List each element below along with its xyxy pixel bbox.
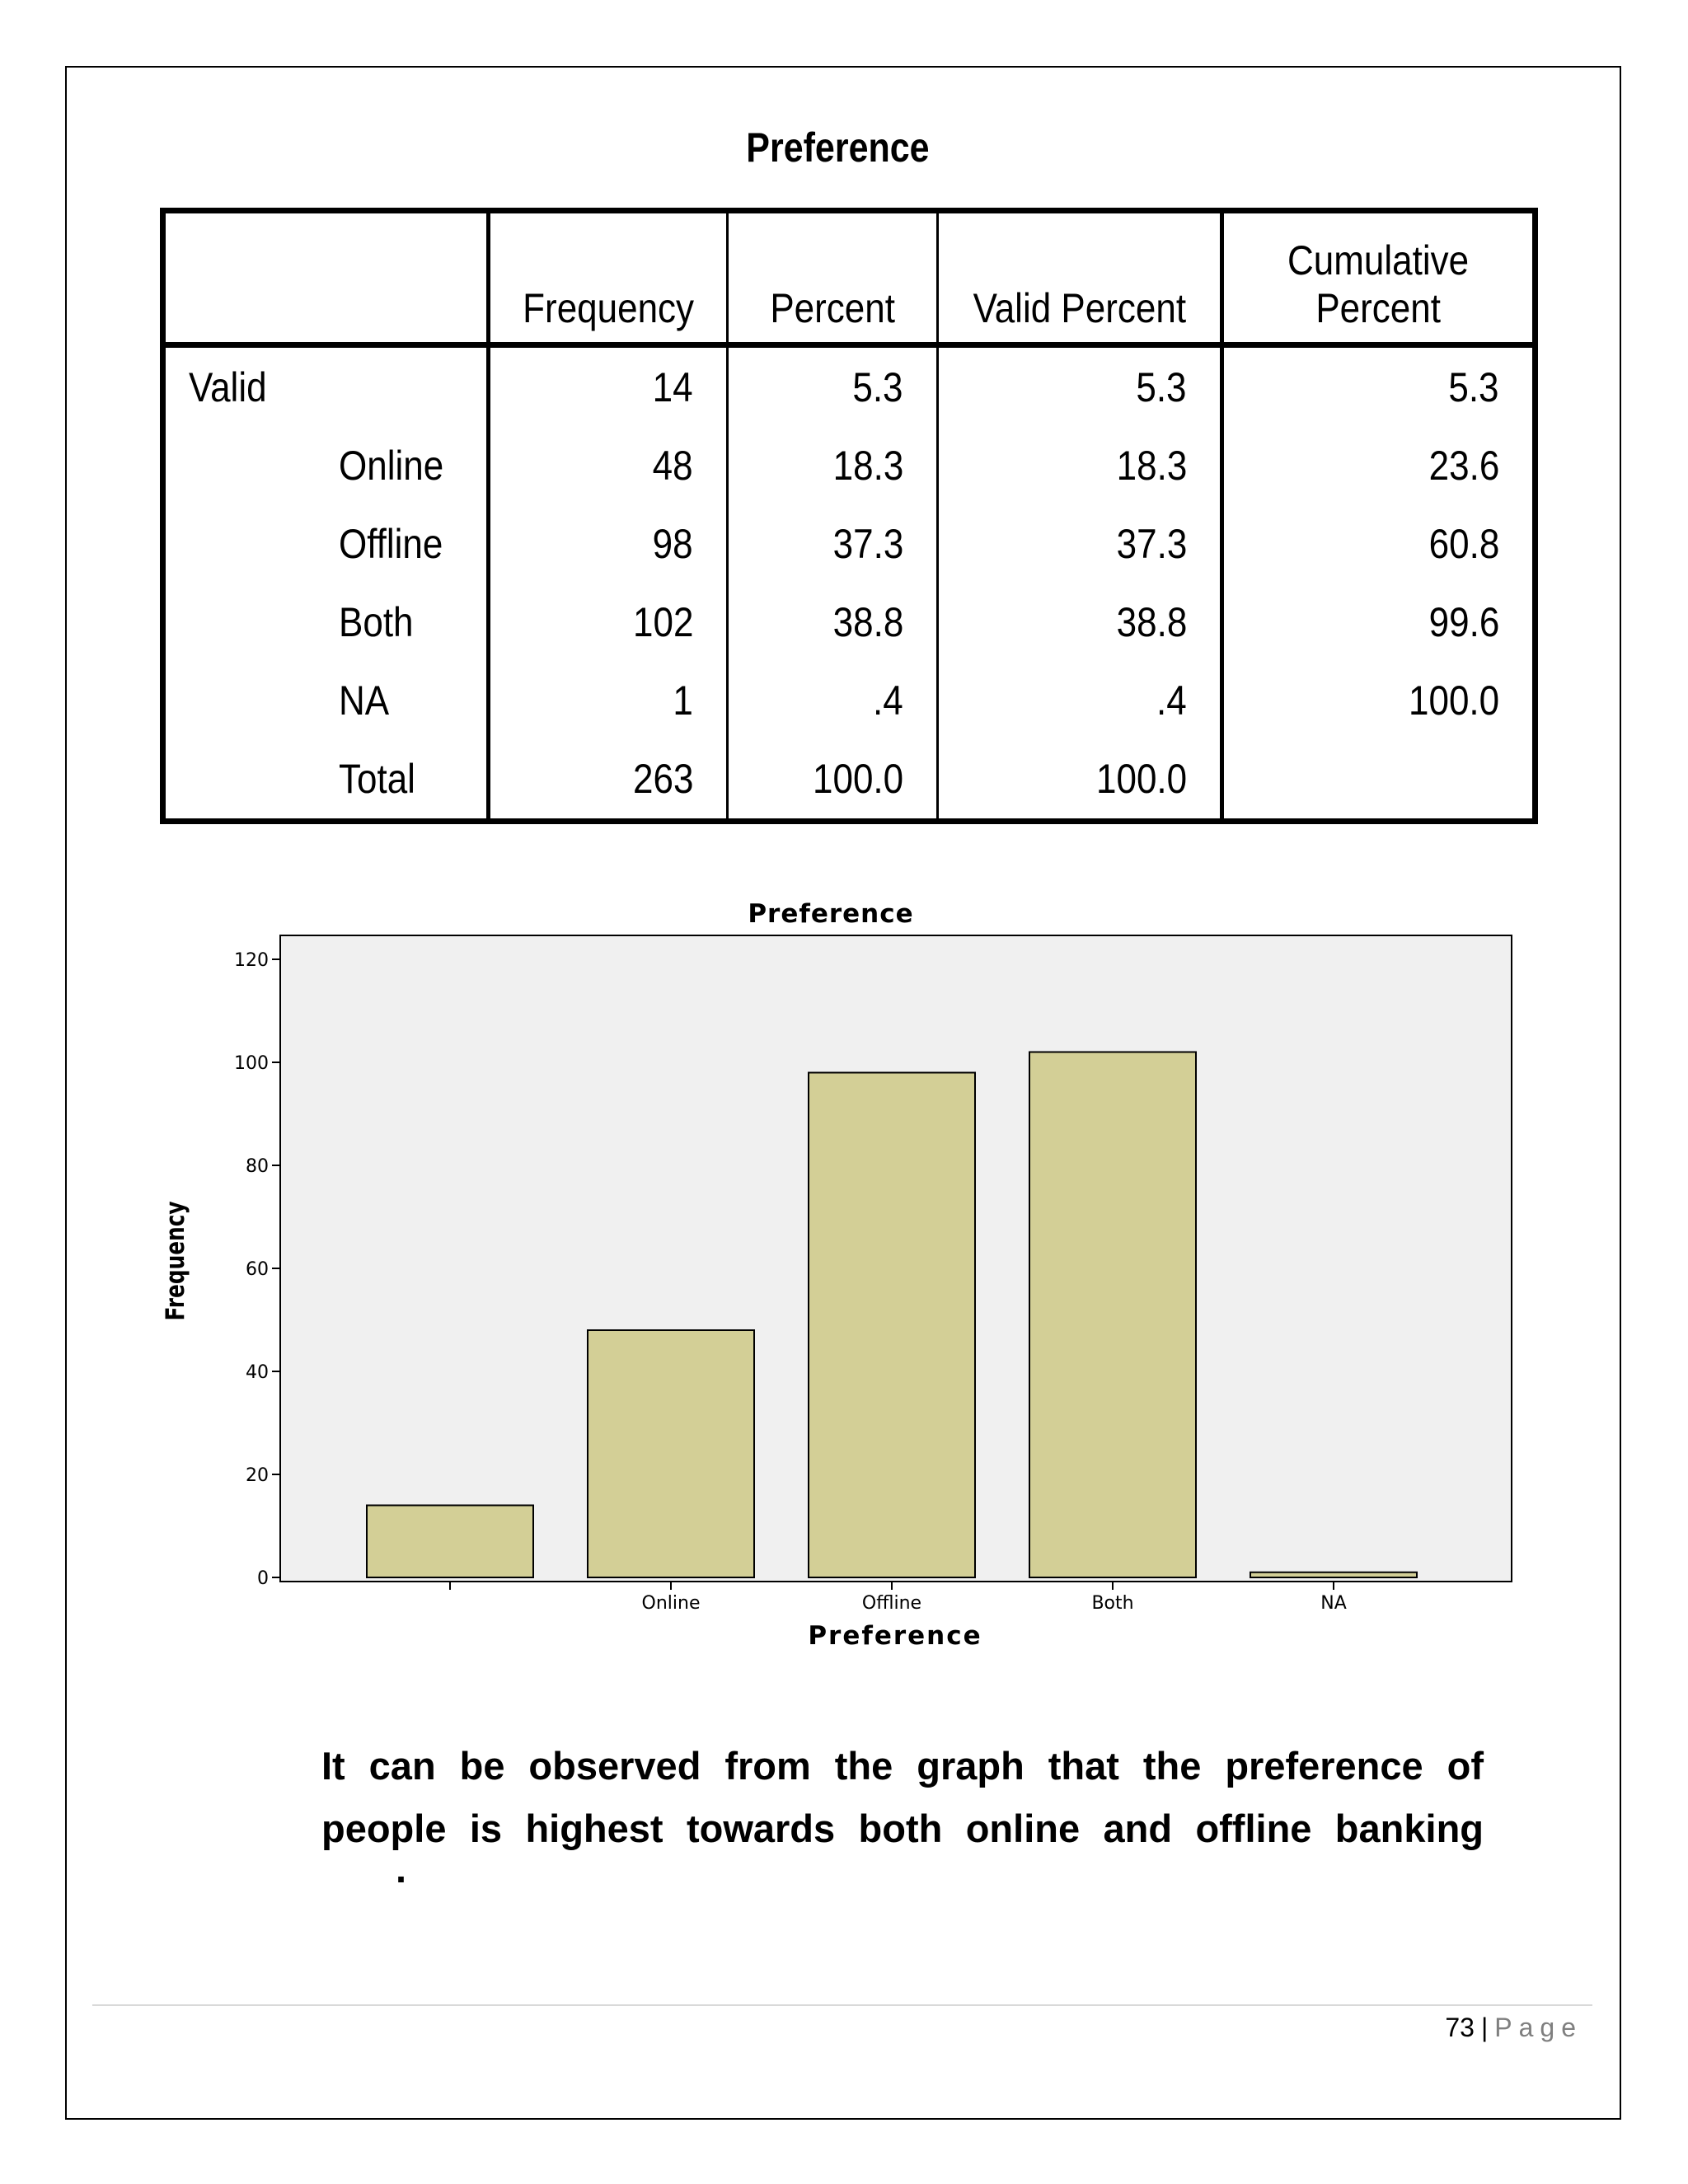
cell-frequency: 263 (489, 740, 728, 822)
x-tick-label: Offline (861, 1593, 922, 1614)
row-label: NA (339, 677, 390, 724)
y-axis-label: Frequency (160, 1201, 190, 1321)
y-tick-label: 60 (246, 1259, 269, 1280)
table-row (163, 345, 1536, 427)
table-row (163, 662, 1536, 740)
cell-cumulative-percent (1222, 740, 1536, 822)
x-axis-label: Preference (808, 1621, 982, 1651)
y-tick-label: 80 (246, 1156, 269, 1177)
caption-period: . (396, 1847, 407, 1891)
x-tick-label: NA (1320, 1593, 1347, 1614)
y-tick-label: 40 (246, 1362, 269, 1383)
footer-separator: | (1480, 2013, 1489, 2042)
cell-frequency: 14 (489, 345, 728, 427)
cell-percent: 5.3 (728, 345, 938, 427)
cell-valid-percent: 5.3 (938, 345, 1222, 427)
bar (588, 1330, 754, 1577)
header-frequency: Frequency (489, 211, 728, 345)
cell-valid-percent: 18.3 (938, 426, 1222, 504)
x-tick-label: Online (641, 1593, 701, 1614)
page-label: Page (1494, 2013, 1582, 2042)
y-tick-label: 120 (234, 950, 269, 971)
cell-frequency: 48 (489, 426, 728, 504)
x-tick-label: Both (1091, 1593, 1134, 1614)
chart-title: Preference (748, 899, 914, 929)
page-number: 73 (1445, 2013, 1475, 2042)
cell-cumulative-percent: 99.6 (1222, 583, 1536, 661)
bar (367, 1506, 533, 1578)
bar (809, 1073, 975, 1578)
row-label: Online (339, 442, 444, 489)
table-row (163, 426, 1536, 504)
row-label: Both (339, 599, 414, 646)
caption-text (321, 1735, 1484, 1860)
cell-cumulative-percent: 100.0 (1222, 662, 1536, 740)
bar (1029, 1052, 1196, 1578)
frequency-table (160, 208, 1538, 824)
y-axis (234, 950, 280, 1589)
cell-percent: 37.3 (728, 504, 938, 583)
caption-line-1: It can be observed from the graph that the preference of (321, 1744, 1484, 1788)
cell-valid-percent: 100.0 (938, 740, 1222, 822)
bar-chart (157, 890, 1541, 1681)
table-row (163, 583, 1536, 661)
footer-rule (92, 2004, 1592, 2006)
cell-valid-percent: .4 (938, 662, 1222, 740)
cell-percent: 100.0 (728, 740, 938, 822)
cell-cumulative-percent: 60.8 (1222, 504, 1536, 583)
row-label: Valid (189, 363, 267, 410)
cell-percent: .4 (728, 662, 938, 740)
cell-percent: 38.8 (728, 583, 938, 661)
table-row (163, 504, 1536, 583)
cell-cumulative-percent: 5.3 (1222, 345, 1536, 427)
header-percent: Percent (728, 211, 938, 345)
cell-cumulative-percent: 23.6 (1222, 426, 1536, 504)
table-row (163, 740, 1536, 822)
cell-frequency: 1 (489, 662, 728, 740)
y-tick-label: 100 (234, 1053, 269, 1074)
cell-frequency: 98 (489, 504, 728, 583)
cell-valid-percent: 37.3 (938, 504, 1222, 583)
cell-frequency: 102 (489, 583, 728, 661)
table-title: Preference (746, 124, 930, 171)
header-valid-percent: Valid Percent (938, 211, 1222, 345)
y-tick-label: 20 (246, 1465, 269, 1486)
page-footer (1445, 2013, 1582, 2043)
header-label (163, 211, 489, 345)
cell-valid-percent: 38.8 (938, 583, 1222, 661)
bar (1250, 1572, 1417, 1577)
x-axis (450, 1582, 1347, 1614)
cell-percent: 18.3 (728, 426, 938, 504)
row-label: Total (339, 756, 415, 803)
row-label: Offline (339, 520, 443, 567)
y-tick-label: 0 (257, 1568, 269, 1589)
caption-line-2: people is highest towards both online and offline banking (321, 1807, 1484, 1850)
header-cumulative-percent: Cumulative Percent (1222, 211, 1536, 345)
